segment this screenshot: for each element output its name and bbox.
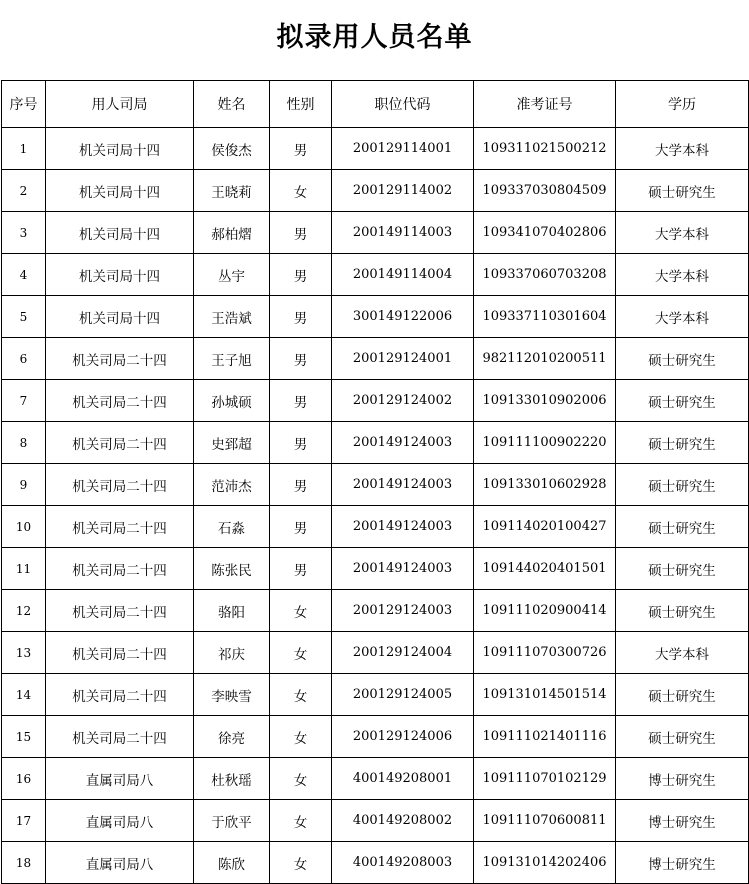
position-code-cell: 200149124003	[332, 506, 474, 548]
column-header-seq-header: 序号	[2, 81, 46, 128]
education-cell: 硕士研究生	[616, 590, 749, 632]
position-code-cell: 200149114004	[332, 254, 474, 296]
name-cell: 祁庆	[194, 632, 270, 674]
seq-cell: 12	[2, 590, 46, 632]
name-cell: 骆阳	[194, 590, 270, 632]
table-row	[2, 170, 749, 212]
dept-cell: 机关司局二十四	[46, 716, 194, 758]
table-row	[2, 380, 749, 422]
exam-id-cell: 982112010200511	[474, 338, 616, 380]
gender-cell: 女	[270, 842, 332, 884]
education-cell: 大学本科	[616, 128, 749, 170]
position-code-cell: 200149124003	[332, 422, 474, 464]
name-cell: 于欣平	[194, 800, 270, 842]
table-row	[2, 464, 749, 506]
exam-id-cell: 109131014202406	[474, 842, 616, 884]
exam-id-cell: 109111100902220	[474, 422, 616, 464]
table-row	[2, 338, 749, 380]
exam-id-cell: 109114020100427	[474, 506, 616, 548]
seq-cell: 8	[2, 422, 46, 464]
seq-cell: 11	[2, 548, 46, 590]
gender-cell: 女	[270, 632, 332, 674]
position-code-cell: 400149208003	[332, 842, 474, 884]
exam-id-cell: 109111021401116	[474, 716, 616, 758]
position-code-cell: 200149124003	[332, 548, 474, 590]
gender-cell: 女	[270, 800, 332, 842]
table-row	[2, 422, 749, 464]
position-code-cell: 200129114002	[332, 170, 474, 212]
education-cell: 博士研究生	[616, 800, 749, 842]
column-header-gender-header: 性别	[270, 81, 332, 128]
dept-cell: 机关司局二十四	[46, 632, 194, 674]
dept-cell: 机关司局二十四	[46, 338, 194, 380]
table-header-row	[2, 81, 749, 128]
education-cell: 大学本科	[616, 212, 749, 254]
exam-id-cell: 109337060703208	[474, 254, 616, 296]
table-row	[2, 674, 749, 716]
gender-cell: 女	[270, 716, 332, 758]
table-row	[2, 128, 749, 170]
gender-cell: 男	[270, 296, 332, 338]
dept-cell: 机关司局十四	[46, 212, 194, 254]
candidate-table	[1, 80, 749, 884]
name-cell: 徐亮	[194, 716, 270, 758]
education-cell: 大学本科	[616, 254, 749, 296]
table-row	[2, 632, 749, 674]
table-row	[2, 212, 749, 254]
seq-cell: 13	[2, 632, 46, 674]
table-row	[2, 296, 749, 338]
name-cell: 丛宇	[194, 254, 270, 296]
page-title: 拟录用人员名单	[276, 22, 473, 53]
position-code-cell: 400149208001	[332, 758, 474, 800]
table-row	[2, 842, 749, 884]
exam-id-cell: 109337110301604	[474, 296, 616, 338]
exam-id-cell: 109111070600811	[474, 800, 616, 842]
gender-cell: 男	[270, 212, 332, 254]
seq-cell: 10	[2, 506, 46, 548]
education-cell: 硕士研究生	[616, 674, 749, 716]
education-cell: 硕士研究生	[616, 716, 749, 758]
gender-cell: 男	[270, 422, 332, 464]
dept-cell: 机关司局十四	[46, 128, 194, 170]
education-cell: 硕士研究生	[616, 548, 749, 590]
seq-cell: 16	[2, 758, 46, 800]
exam-id-cell: 109111070300726	[474, 632, 616, 674]
seq-cell: 14	[2, 674, 46, 716]
position-code-cell: 200129124001	[332, 338, 474, 380]
exam-id-cell: 109341070402806	[474, 212, 616, 254]
table-row	[2, 506, 749, 548]
position-code-cell: 200129124004	[332, 632, 474, 674]
position-code-cell: 200149114003	[332, 212, 474, 254]
seq-cell: 17	[2, 800, 46, 842]
gender-cell: 男	[270, 464, 332, 506]
column-header-exam-id-header: 准考证号	[474, 81, 616, 128]
dept-cell: 机关司局二十四	[46, 506, 194, 548]
dept-cell: 机关司局十四	[46, 254, 194, 296]
gender-cell: 男	[270, 254, 332, 296]
name-cell: 陈张民	[194, 548, 270, 590]
table-row	[2, 590, 749, 632]
name-cell: 侯俊杰	[194, 128, 270, 170]
position-code-cell: 200129124005	[332, 674, 474, 716]
gender-cell: 男	[270, 548, 332, 590]
exam-id-cell: 109311021500212	[474, 128, 616, 170]
education-cell: 大学本科	[616, 632, 749, 674]
education-cell: 硕士研究生	[616, 170, 749, 212]
exam-id-cell: 109133010602928	[474, 464, 616, 506]
gender-cell: 女	[270, 758, 332, 800]
education-cell: 硕士研究生	[616, 506, 749, 548]
exam-id-cell: 109111070102129	[474, 758, 616, 800]
seq-cell: 5	[2, 296, 46, 338]
dept-cell: 机关司局十四	[46, 296, 194, 338]
seq-cell: 6	[2, 338, 46, 380]
name-cell: 石淼	[194, 506, 270, 548]
education-cell: 硕士研究生	[616, 380, 749, 422]
exam-id-cell: 109144020401501	[474, 548, 616, 590]
position-code-cell: 300149122006	[332, 296, 474, 338]
column-header-name-header: 姓名	[194, 81, 270, 128]
position-code-cell: 200129124006	[332, 716, 474, 758]
position-code-cell: 200129114001	[332, 128, 474, 170]
name-cell: 陈欣	[194, 842, 270, 884]
dept-cell: 机关司局二十四	[46, 464, 194, 506]
position-code-cell: 400149208002	[332, 800, 474, 842]
education-cell: 硕士研究生	[616, 422, 749, 464]
exam-id-cell: 109111020900414	[474, 590, 616, 632]
education-cell: 大学本科	[616, 296, 749, 338]
dept-cell: 直属司局八	[46, 800, 194, 842]
seq-cell: 18	[2, 842, 46, 884]
seq-cell: 15	[2, 716, 46, 758]
column-header-dept-header: 用人司局	[46, 81, 194, 128]
name-cell: 王晓莉	[194, 170, 270, 212]
name-cell: 范沛杰	[194, 464, 270, 506]
name-cell: 王子旭	[194, 338, 270, 380]
position-code-cell: 200129124003	[332, 590, 474, 632]
seq-cell: 1	[2, 128, 46, 170]
gender-cell: 女	[270, 674, 332, 716]
exam-id-cell: 109131014501514	[474, 674, 616, 716]
gender-cell: 男	[270, 506, 332, 548]
seq-cell: 2	[2, 170, 46, 212]
name-cell: 史郅超	[194, 422, 270, 464]
name-cell: 孙城硕	[194, 380, 270, 422]
gender-cell: 男	[270, 380, 332, 422]
exam-id-cell: 109337030804509	[474, 170, 616, 212]
dept-cell: 机关司局十四	[46, 170, 194, 212]
name-cell: 王浩斌	[194, 296, 270, 338]
dept-cell: 机关司局二十四	[46, 548, 194, 590]
education-cell: 硕士研究生	[616, 464, 749, 506]
position-code-cell: 200129124002	[332, 380, 474, 422]
education-cell: 博士研究生	[616, 758, 749, 800]
gender-cell: 男	[270, 338, 332, 380]
table-row	[2, 548, 749, 590]
dept-cell: 机关司局二十四	[46, 674, 194, 716]
position-code-cell: 200149124003	[332, 464, 474, 506]
column-header-education-header: 学历	[616, 81, 749, 128]
seq-cell: 3	[2, 212, 46, 254]
dept-cell: 机关司局二十四	[46, 422, 194, 464]
name-cell: 杜秋瑶	[194, 758, 270, 800]
table-row	[2, 716, 749, 758]
name-cell: 李映雪	[194, 674, 270, 716]
exam-id-cell: 109133010902006	[474, 380, 616, 422]
dept-cell: 机关司局二十四	[46, 590, 194, 632]
table-body	[2, 128, 749, 884]
gender-cell: 男	[270, 128, 332, 170]
gender-cell: 女	[270, 590, 332, 632]
seq-cell: 4	[2, 254, 46, 296]
education-cell: 硕士研究生	[616, 338, 749, 380]
name-cell: 郝柏熠	[194, 212, 270, 254]
dept-cell: 机关司局二十四	[46, 380, 194, 422]
table-row	[2, 800, 749, 842]
dept-cell: 直属司局八	[46, 758, 194, 800]
column-header-position-code-header: 职位代码	[332, 81, 474, 128]
gender-cell: 女	[270, 170, 332, 212]
table-row	[2, 758, 749, 800]
dept-cell: 直属司局八	[46, 842, 194, 884]
table-row	[2, 254, 749, 296]
seq-cell: 9	[2, 464, 46, 506]
seq-cell: 7	[2, 380, 46, 422]
education-cell: 博士研究生	[616, 842, 749, 884]
